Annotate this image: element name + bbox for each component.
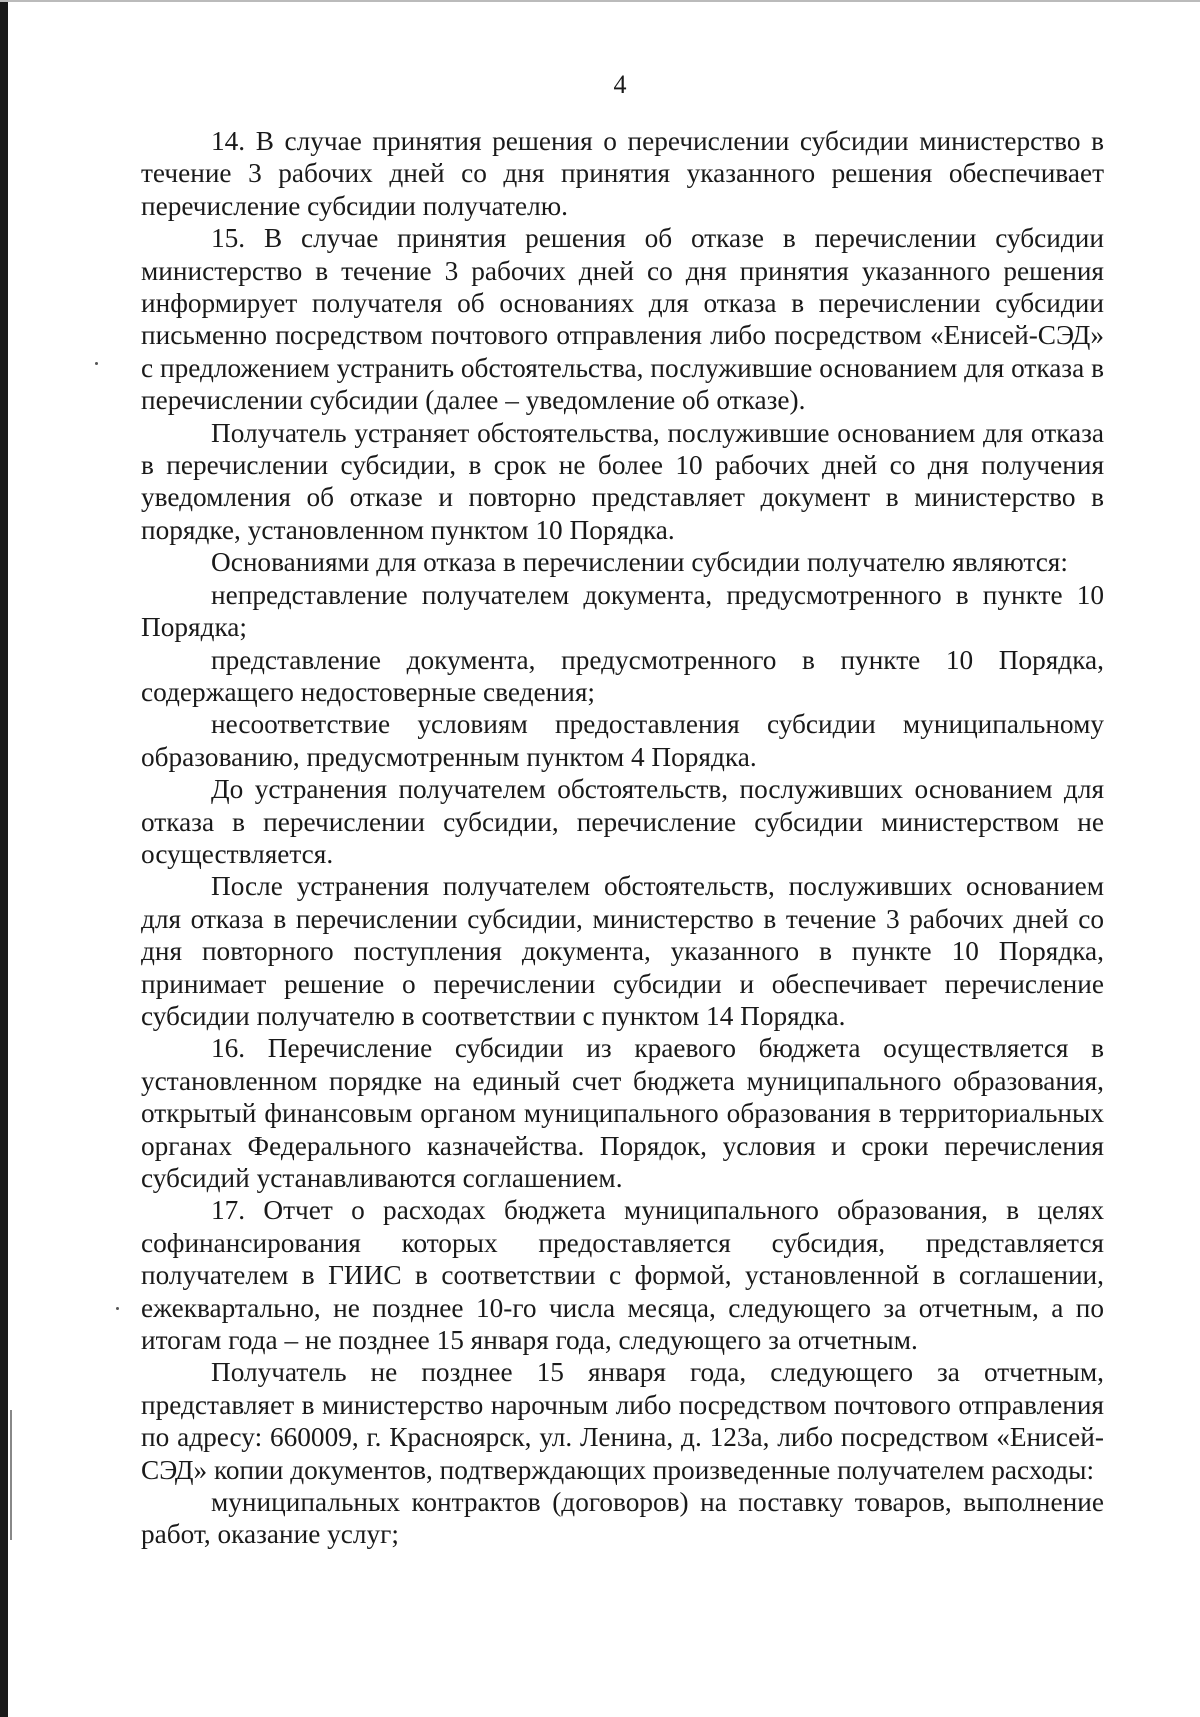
- paragraph-ground-2: представление документа, предусмотренного в пункте 10 Порядка, содержащего недостоверные сведения;: [141, 644, 1104, 707]
- paragraph-14: 14. В случае принятия решения о перечислении субсидии министерство в течение 3 рабочих дней со дня принятия указанного решения обеспечивает перечисление субсидии получателю.: [141, 126, 1104, 221]
- scan-side-mark: [10, 1410, 12, 1540]
- scan-edge-shadow: [0, 0, 8, 1717]
- paragraph-ground-1: непредставление получателем документа, предусмотренного в пункте 10 Порядка;: [141, 579, 1104, 643]
- paragraph-until-elimination: До устранения получателем обстоятельств, послуживших основанием для отказа в перечислении субсидии, перечисление субсидии министерством не осуществляется.: [141, 774, 1104, 869]
- paragraph-after-elimination: После устранения получателем обстоятельств, послуживших основанием для отказа в перечислении субсидии, министерство в течение 3 рабочих дней со дня повторного поступления документа, указанного в пункте 10 Порядка, принимает решение о перечислении субсидии и обеспечивает перечисление субсидии получателю в соответствии с пунктом 14 Порядка.: [141, 871, 1104, 1031]
- paragraph-ground-3: несоответствие условиям предоставления субсидии муниципальному образованию, предусмотренным пунктом 4 Порядка.: [141, 709, 1104, 772]
- page-number: 4: [613, 70, 627, 99]
- scan-speck: [95, 362, 98, 365]
- scan-top-line: [0, 0, 1200, 2]
- paragraph-15: 15. В случае принятия решения об отказе в перечислении субсидии министерство в течение 3 рабочих дней со дня принятия указанного решения информирует получателя об основаниях для отказа в перечислении субсидии письменно посредством почтового отправления либо посредством «Енисей-СЭД» с предложением устранить обстоятельства, послужившие основанием для отказа в перечислении субсидии (далее – уведомление об отказе).: [141, 223, 1104, 416]
- scan-speck: [116, 1307, 119, 1310]
- paragraph-16: 16. Перечисление субсидии из краевого бюджета осуществляется в установленном порядке на единый счет бюджета муниципального образования, открытый финансовым органом муниципального образования в территориальных органах Федерального казначейства. Порядок, условия и сроки перечисления субсидий устанавливаются соглашением.: [141, 1033, 1104, 1193]
- paragraph-contracts: муниципальных контрактов (договоров) на поставку товаров, выполнение работ, оказание услуг;: [141, 1487, 1104, 1550]
- document-body: [141, 125, 1104, 1551]
- paragraph-recipient-elimination: Получатель устраняет обстоятельства, послужившие основанием для отказа в перечислении субсидии, в срок не более 10 рабочих дней со дня получения уведомления об отказе и повторно представляет документ в министерство в порядке, установленном пунктом 10 Порядка.: [141, 417, 1104, 545]
- paragraph-17: 17. Отчет о расходах бюджета муниципального образования, в целях софинансирования которых предоставляется субсидия, представляется получателем в ГИИС в соответствии с формой, установленной в соглашении, ежеквартально, не позднее 10-го числа месяца, следующего за отчетным, а по итогам года – не позднее 15 января года, следующего за отчетным.: [141, 1195, 1104, 1356]
- paragraph-recipient-documents: Получатель не позднее 15 января года, следующего за отчетным, представляет в министерство нарочным либо посредством почтового отправления по адресу: 660009, г. Красноярск, ул. Ленина, д. 123а, либо посредством «Енисей-СЭД» копии документов, подтверждающих произведенные получателем расходы:: [141, 1357, 1104, 1485]
- paragraph-refusal-grounds: Основаниями для отказа в перечислении субсидии получателю являются:: [211, 547, 1068, 578]
